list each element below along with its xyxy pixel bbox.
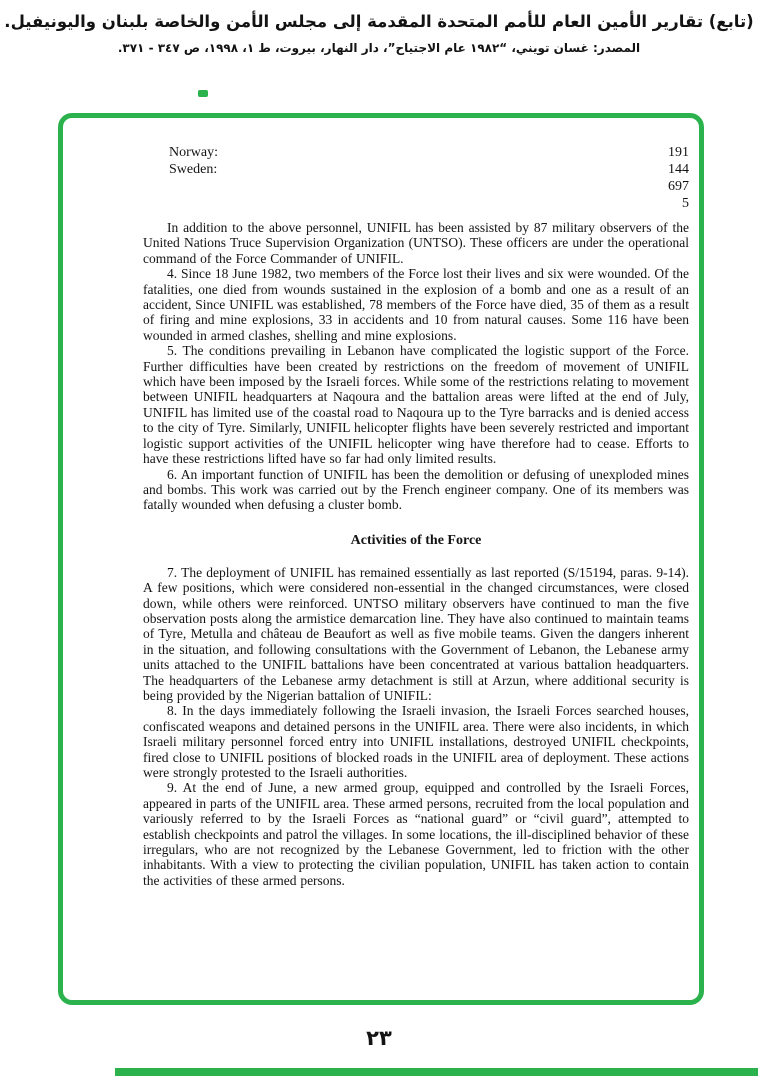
troop-count-value: 144 [668, 162, 689, 177]
troop-row [143, 161, 689, 178]
page-number: ٢٣ [366, 1026, 392, 1050]
troop-row [143, 178, 689, 195]
troop-country-label [143, 195, 169, 212]
body-paragraphs-part2 [143, 565, 689, 889]
green-tick-mark [198, 90, 208, 97]
paragraph: 8. In the days immediately following the Israeli invasion, the Israeli Forces searched houses, confiscated weapons and detained persons in the UNIFIL area. There were also incidents, in which Israeli military personnel forced entry into UNIFIL installations, destroyed UNIFIL checkpoints, fired close to UNIFIL positions of blocked roads in the UNIFIL area of deployment. These actions were strongly protested to the Israeli authorities. [143, 703, 689, 780]
body-paragraphs-part1 [143, 220, 689, 513]
paragraph: 7. The deployment of UNIFIL has remained essentially as last reported (S/15194, paras. 9-14). A few positions, which were considered non-essential in the changed circumstances, were closed down, while others were reinforced. UNTSO military observers have continued to man the five observation posts along the armistice demarcation line. They have also continued to maintain teams of Tyre, Metulla and château de Beaufort as well as five mobile teams. Given the dangers inherent in the situation, and following consultations with the Government of Lebanon, the Lebanese army units attached to the UNIFIL battalions have been concentrated at various battalion headquarters. The headquarters of the Lebanese army detachment is still at Arzun, where additional security is being provided by the Nigerian battalion of UNIFIL: [143, 564, 689, 703]
green-frame [58, 113, 704, 1005]
troop-row [143, 195, 689, 212]
paragraph: 9. At the end of June, a new armed group, equipped and controlled by the Israeli Forces, appeared in parts of the UNIFIL area. These armed persons, recruited from the local population and variously referred to by the Israeli Forces as “national guard” or “civil guard”, attempted to establish checkpoints and patrol the villages. In some locations, the ill-disciplined behavior of these irregulars, who are not recognized by the Lebanese Government, led to friction with the other inhabitants. With a view to protecting the civilian population, UNIFIL has taken action to contain the activities of these armed persons. [143, 780, 689, 888]
troop-row [143, 144, 689, 161]
section-heading: Activities of the Force [350, 532, 482, 548]
troop-country-label: Sweden: [169, 162, 218, 177]
paragraph: 4. Since 18 June 1982, two members of the Force lost their lives and six were wounded. Of the fatalities, one died from wounds sustained in the explosion of a bomb and one as a result of an accident, Since UNIFIL was established, 78 members of the Force have died, 35 of them as a result of firing and mine explosions, 33 in accidents and 10 from natural causes. Some 116 have been wounded in armed clashes, shelling and mine explosions. [143, 266, 689, 343]
troop-count-value: 697 [668, 179, 689, 194]
paragraph: 6. An important function of UNIFIL has been the demolition or defusing of unexploded mines and bombs. This work was carried out by the French engineer company. One of its members was fatally wounded when defusing a cluster bomb. [143, 466, 689, 513]
troop-count-value: 5 [682, 196, 689, 211]
troop-country-label [143, 178, 169, 195]
arabic-header-title: (تابع) تقارير الأمين العام للأمم المتحدة المقدمة إلى مجلس الأمن والخاصة بلبنان واليونيفيل. [4, 12, 754, 31]
paragraph: 5. The conditions prevailing in Lebanon have complicated the logistic support of the Force. Further difficulties have been created by restrictions on the freedom of movement of UNIFIL which have been imposed by the Israeli forces. While some of the restrictions relating to movement between UNIFIL headquarters at Naqoura and the battalion areas were lifted at the end of July, UNIFIL has limited use of the coastal road to Naqoura up to the Tyre barracks and is denied access to the city of Tyre. Similarly, UNIFIL helicopter flights have been severely restricted and important logistic support activities of the UNIFIL helicopter wing have therefore had to cease. Efforts to have these restrictions lifted have so far had only limited results. [143, 343, 689, 467]
troop-count-list [143, 144, 689, 212]
bottom-green-bar [115, 1068, 758, 1076]
arabic-header [0, 0, 758, 55]
troop-count-value: 191 [668, 145, 689, 160]
arabic-header-source-line: المصدر: غسان تويني، “١٩٨٢ عام الاجتياح”، دار النهار، بيروت، ط ١، ١٩٩٨، ص ٣٤٧ - ٣٧١. [117, 41, 641, 55]
paragraph: In addition to the above personnel, UNIFIL has been assisted by 87 military observers of the United Nations Truce Supervision Organization (UNTSO). These officers are under the operational command of the Force Commander of UNIFIL. [143, 220, 689, 266]
troop-country-label: Norway: [169, 145, 218, 160]
